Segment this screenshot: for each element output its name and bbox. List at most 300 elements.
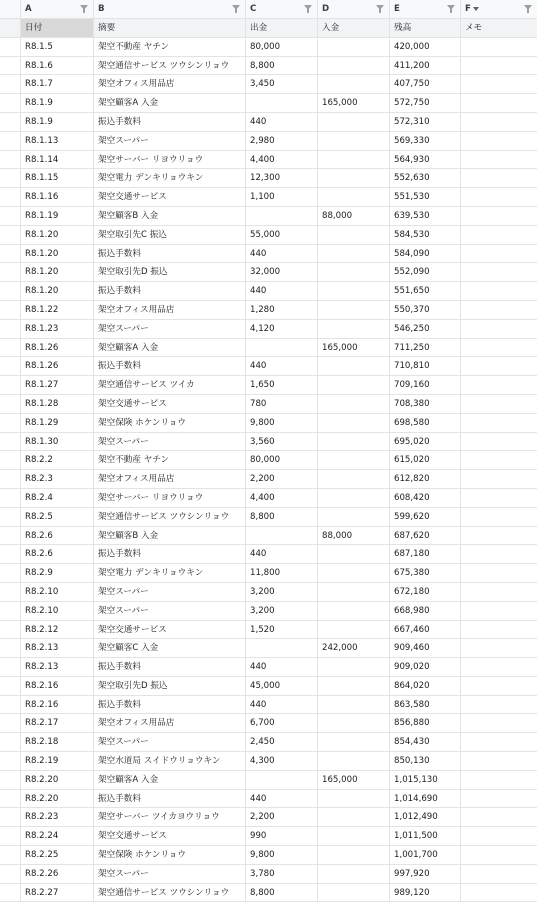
memo-cell[interactable] — [461, 771, 537, 789]
balance-cell[interactable]: 1,011,500 — [390, 827, 461, 845]
row-number-cell[interactable] — [0, 696, 21, 714]
balance-cell[interactable]: 546,250 — [390, 320, 461, 338]
in-cell[interactable] — [318, 188, 390, 206]
out-cell[interactable]: 4,400 — [246, 151, 318, 169]
summary-cell[interactable]: 架空オフィス用品店 — [94, 301, 246, 319]
in-cell[interactable] — [318, 263, 390, 281]
balance-cell[interactable]: 612,820 — [390, 470, 461, 488]
out-cell[interactable]: 3,560 — [246, 433, 318, 451]
date-cell[interactable]: R8.2.24 — [21, 827, 94, 845]
in-cell[interactable]: 165,000 — [318, 771, 390, 789]
row-number-cell[interactable] — [0, 282, 21, 300]
balance-cell[interactable]: 1,014,690 — [390, 790, 461, 808]
memo-cell[interactable] — [461, 188, 537, 206]
header-memo-cell[interactable]: メモ — [465, 23, 483, 33]
date-cell[interactable]: R8.2.16 — [21, 677, 94, 695]
date-cell[interactable]: R8.1.6 — [21, 57, 94, 75]
out-cell[interactable]: 4,300 — [246, 752, 318, 770]
balance-cell[interactable]: 599,620 — [390, 508, 461, 526]
out-cell[interactable]: 440 — [246, 113, 318, 131]
memo-cell[interactable] — [461, 752, 537, 770]
summary-cell[interactable]: 架空サーバー リヨウリョウ — [94, 151, 246, 169]
row-number-cell[interactable] — [0, 38, 21, 56]
balance-cell[interactable]: 672,180 — [390, 583, 461, 601]
in-cell[interactable] — [318, 696, 390, 714]
memo-cell[interactable] — [461, 808, 537, 826]
summary-cell[interactable]: 架空交通サービス — [94, 621, 246, 639]
balance-cell[interactable]: 708,380 — [390, 395, 461, 413]
date-cell[interactable]: R8.1.26 — [21, 339, 94, 357]
in-cell[interactable] — [318, 357, 390, 375]
summary-cell[interactable]: 架空オフィス用品店 — [94, 75, 246, 93]
summary-cell[interactable]: 振込手数料 — [94, 357, 246, 375]
out-cell[interactable]: 1,100 — [246, 188, 318, 206]
memo-cell[interactable] — [461, 677, 537, 695]
in-cell[interactable] — [318, 884, 390, 902]
memo-cell[interactable] — [461, 733, 537, 751]
row-number-cell[interactable] — [0, 19, 21, 37]
balance-cell[interactable]: 989,120 — [390, 884, 461, 902]
date-cell[interactable]: R8.1.9 — [21, 94, 94, 112]
memo-cell[interactable] — [461, 320, 537, 338]
in-cell[interactable] — [318, 169, 390, 187]
balance-cell[interactable]: 687,620 — [390, 527, 461, 545]
balance-cell[interactable]: 1,012,490 — [390, 808, 461, 826]
in-cell[interactable] — [318, 545, 390, 563]
date-cell[interactable]: R8.2.10 — [21, 583, 94, 601]
memo-cell[interactable] — [461, 602, 537, 620]
date-cell[interactable]: R8.2.16 — [21, 696, 94, 714]
filter-icon[interactable] — [80, 5, 88, 10]
date-cell[interactable]: R8.2.2 — [21, 451, 94, 469]
date-cell[interactable]: R8.2.12 — [21, 621, 94, 639]
summary-cell[interactable]: 架空通信サービス ツウシンリョウ — [94, 884, 246, 902]
in-cell[interactable] — [318, 320, 390, 338]
balance-cell[interactable]: 639,530 — [390, 207, 461, 225]
summary-cell[interactable]: 架空オフィス用品店 — [94, 714, 246, 732]
out-cell[interactable]: 4,120 — [246, 320, 318, 338]
out-cell[interactable]: 55,000 — [246, 226, 318, 244]
memo-cell[interactable] — [461, 489, 537, 507]
date-cell[interactable]: R8.2.6 — [21, 545, 94, 563]
summary-cell[interactable]: 架空顧客B 入金 — [94, 207, 246, 225]
in-cell[interactable]: 165,000 — [318, 94, 390, 112]
balance-cell[interactable]: 864,020 — [390, 677, 461, 695]
balance-cell[interactable]: 909,020 — [390, 658, 461, 676]
balance-cell[interactable]: 584,530 — [390, 226, 461, 244]
balance-cell[interactable]: 572,750 — [390, 94, 461, 112]
memo-cell[interactable] — [461, 207, 537, 225]
date-cell[interactable]: R8.1.26 — [21, 357, 94, 375]
out-cell[interactable] — [246, 527, 318, 545]
out-cell[interactable]: 80,000 — [246, 38, 318, 56]
summary-cell[interactable]: 架空保険 ホケンリョウ — [94, 414, 246, 432]
memo-cell[interactable] — [461, 658, 537, 676]
memo-cell[interactable] — [461, 451, 537, 469]
out-cell[interactable]: 1,280 — [246, 301, 318, 319]
summary-cell[interactable]: 架空顧客A 入金 — [94, 339, 246, 357]
column-header-c[interactable] — [246, 0, 318, 18]
date-cell[interactable]: R8.2.6 — [21, 527, 94, 545]
row-number-cell[interactable] — [0, 583, 21, 601]
summary-cell[interactable]: 振込手数料 — [94, 545, 246, 563]
summary-cell[interactable]: 振込手数料 — [94, 658, 246, 676]
date-cell[interactable]: R8.1.5 — [21, 38, 94, 56]
date-cell[interactable]: R8.2.3 — [21, 470, 94, 488]
row-number-cell[interactable] — [0, 808, 21, 826]
date-cell[interactable]: R8.2.10 — [21, 602, 94, 620]
row-number-cell[interactable] — [0, 602, 21, 620]
in-cell[interactable] — [318, 583, 390, 601]
balance-cell[interactable]: 584,090 — [390, 245, 461, 263]
in-cell[interactable] — [318, 57, 390, 75]
date-cell[interactable]: R8.1.20 — [21, 245, 94, 263]
row-number-cell[interactable] — [0, 414, 21, 432]
summary-cell[interactable]: 架空通信サービス ツウシンリョウ — [94, 508, 246, 526]
balance-cell[interactable]: 1,001,700 — [390, 846, 461, 864]
memo-cell[interactable] — [461, 414, 537, 432]
row-number-cell[interactable] — [0, 226, 21, 244]
date-cell[interactable]: R8.1.29 — [21, 414, 94, 432]
balance-cell[interactable]: 407,750 — [390, 75, 461, 93]
row-number-cell[interactable] — [0, 658, 21, 676]
memo-cell[interactable] — [461, 714, 537, 732]
out-cell[interactable] — [246, 771, 318, 789]
memo-cell[interactable] — [461, 169, 537, 187]
balance-cell[interactable]: 564,930 — [390, 151, 461, 169]
balance-cell[interactable]: 711,250 — [390, 339, 461, 357]
summary-cell[interactable]: 架空取引先C 振込 — [94, 226, 246, 244]
row-number-cell[interactable] — [0, 188, 21, 206]
out-cell[interactable]: 3,450 — [246, 75, 318, 93]
out-cell[interactable]: 990 — [246, 827, 318, 845]
balance-cell[interactable]: 695,020 — [390, 433, 461, 451]
date-cell[interactable]: R8.1.30 — [21, 433, 94, 451]
in-cell[interactable]: 88,000 — [318, 527, 390, 545]
out-cell[interactable]: 3,200 — [246, 602, 318, 620]
in-cell[interactable] — [318, 38, 390, 56]
filter-icon[interactable] — [524, 5, 532, 10]
in-cell[interactable]: 242,000 — [318, 639, 390, 657]
row-number-cell[interactable] — [0, 677, 21, 695]
in-cell[interactable] — [318, 790, 390, 808]
out-cell[interactable]: 2,450 — [246, 733, 318, 751]
filter-icon[interactable] — [304, 5, 312, 10]
summary-cell[interactable]: 架空通信サービス ツウシンリョウ — [94, 57, 246, 75]
out-cell[interactable]: 440 — [246, 545, 318, 563]
summary-cell[interactable]: 架空サーバー ツイカヨウリョウ — [94, 808, 246, 826]
in-cell[interactable] — [318, 658, 390, 676]
out-cell[interactable] — [246, 207, 318, 225]
date-cell[interactable]: R8.2.9 — [21, 564, 94, 582]
memo-cell[interactable] — [461, 282, 537, 300]
summary-cell[interactable]: 振込手数料 — [94, 696, 246, 714]
date-cell[interactable]: R8.1.22 — [21, 301, 94, 319]
out-cell[interactable]: 4,400 — [246, 489, 318, 507]
row-number-cell[interactable] — [0, 132, 21, 150]
memo-cell[interactable] — [461, 583, 537, 601]
balance-cell[interactable]: 698,580 — [390, 414, 461, 432]
date-cell[interactable]: R8.1.7 — [21, 75, 94, 93]
header-date-cell[interactable]: 日付 — [21, 19, 94, 37]
date-cell[interactable]: R8.2.17 — [21, 714, 94, 732]
in-cell[interactable] — [318, 75, 390, 93]
summary-cell[interactable]: 架空スーパー — [94, 733, 246, 751]
memo-cell[interactable] — [461, 865, 537, 883]
summary-cell[interactable]: 架空水道局 スイドウリョウキン — [94, 752, 246, 770]
row-number-cell[interactable] — [0, 320, 21, 338]
row-number-cell[interactable] — [0, 752, 21, 770]
in-cell[interactable] — [318, 752, 390, 770]
out-cell[interactable]: 32,000 — [246, 263, 318, 281]
row-number-cell[interactable] — [0, 433, 21, 451]
out-cell[interactable]: 8,800 — [246, 508, 318, 526]
date-cell[interactable]: R8.2.26 — [21, 865, 94, 883]
balance-cell[interactable]: 668,980 — [390, 602, 461, 620]
row-number-cell[interactable] — [0, 151, 21, 169]
in-cell[interactable] — [318, 808, 390, 826]
out-cell[interactable]: 2,980 — [246, 132, 318, 150]
in-cell[interactable]: 165,000 — [318, 339, 390, 357]
balance-cell[interactable]: 863,580 — [390, 696, 461, 714]
row-number-cell[interactable] — [0, 865, 21, 883]
date-cell[interactable]: R8.1.14 — [21, 151, 94, 169]
row-number-cell[interactable] — [0, 339, 21, 357]
memo-cell[interactable] — [461, 527, 537, 545]
in-cell[interactable] — [318, 226, 390, 244]
memo-cell[interactable] — [461, 357, 537, 375]
in-cell[interactable] — [318, 489, 390, 507]
header-balance-cell[interactable]: 残高 — [390, 19, 461, 37]
in-cell[interactable] — [318, 376, 390, 394]
date-cell[interactable]: R8.2.20 — [21, 790, 94, 808]
summary-cell[interactable]: 架空スーパー — [94, 320, 246, 338]
summary-cell[interactable]: 架空スーパー — [94, 132, 246, 150]
in-cell[interactable] — [318, 733, 390, 751]
date-cell[interactable]: R8.1.27 — [21, 376, 94, 394]
summary-cell[interactable]: 架空電力 デンキリョウキン — [94, 169, 246, 187]
filter-icon[interactable] — [232, 5, 240, 10]
balance-cell[interactable]: 667,460 — [390, 621, 461, 639]
out-cell[interactable]: 11,800 — [246, 564, 318, 582]
balance-cell[interactable]: 850,130 — [390, 752, 461, 770]
summary-cell[interactable]: 振込手数料 — [94, 245, 246, 263]
out-cell[interactable]: 9,800 — [246, 846, 318, 864]
row-number-cell[interactable] — [0, 489, 21, 507]
out-cell[interactable]: 3,200 — [246, 583, 318, 601]
in-cell[interactable] — [318, 301, 390, 319]
row-number-cell[interactable] — [0, 245, 21, 263]
in-cell[interactable] — [318, 245, 390, 263]
out-cell[interactable]: 8,800 — [246, 884, 318, 902]
row-number-cell[interactable] — [0, 884, 21, 902]
summary-cell[interactable]: 架空不動産 ヤチン — [94, 451, 246, 469]
row-number-cell[interactable] — [0, 301, 21, 319]
row-number-cell[interactable] — [0, 57, 21, 75]
summary-cell[interactable]: 架空顧客C 入金 — [94, 639, 246, 657]
row-number-cell[interactable] — [0, 527, 21, 545]
in-cell[interactable] — [318, 414, 390, 432]
date-cell[interactable]: R8.2.5 — [21, 508, 94, 526]
balance-cell[interactable]: 552,090 — [390, 263, 461, 281]
row-number-cell[interactable] — [0, 263, 21, 281]
row-number-cell[interactable] — [0, 113, 21, 131]
out-cell[interactable] — [246, 639, 318, 657]
date-cell[interactable]: R8.2.4 — [21, 489, 94, 507]
date-cell[interactable]: R8.2.23 — [21, 808, 94, 826]
row-number-cell[interactable] — [0, 395, 21, 413]
summary-cell[interactable]: 架空取引先D 振込 — [94, 263, 246, 281]
summary-cell[interactable]: 架空スーパー — [94, 865, 246, 883]
date-cell[interactable]: R8.2.25 — [21, 846, 94, 864]
balance-cell[interactable]: 909,460 — [390, 639, 461, 657]
balance-cell[interactable]: 551,650 — [390, 282, 461, 300]
out-cell[interactable]: 440 — [246, 357, 318, 375]
date-cell[interactable]: R8.2.18 — [21, 733, 94, 751]
memo-cell[interactable] — [461, 245, 537, 263]
memo-cell[interactable] — [461, 621, 537, 639]
in-cell[interactable] — [318, 827, 390, 845]
balance-cell[interactable]: 709,160 — [390, 376, 461, 394]
balance-cell[interactable]: 550,370 — [390, 301, 461, 319]
out-cell[interactable]: 1,650 — [246, 376, 318, 394]
dropdown-icon[interactable] — [473, 7, 479, 11]
summary-cell[interactable]: 架空顧客B 入金 — [94, 527, 246, 545]
row-number-cell[interactable] — [0, 169, 21, 187]
out-cell[interactable]: 1,520 — [246, 621, 318, 639]
row-number-cell[interactable] — [0, 376, 21, 394]
summary-cell[interactable]: 振込手数料 — [94, 282, 246, 300]
row-number-cell[interactable] — [0, 771, 21, 789]
out-cell[interactable]: 440 — [246, 245, 318, 263]
column-header-a[interactable] — [21, 0, 94, 18]
balance-cell[interactable]: 615,020 — [390, 451, 461, 469]
out-cell[interactable]: 780 — [246, 395, 318, 413]
balance-cell[interactable]: 420,000 — [390, 38, 461, 56]
balance-cell[interactable]: 411,200 — [390, 57, 461, 75]
row-number-cell[interactable] — [0, 357, 21, 375]
in-cell[interactable] — [318, 451, 390, 469]
memo-cell[interactable] — [461, 376, 537, 394]
out-cell[interactable]: 8,800 — [246, 57, 318, 75]
summary-cell[interactable]: 振込手数料 — [94, 113, 246, 131]
date-cell[interactable]: R8.1.16 — [21, 188, 94, 206]
out-cell[interactable]: 3,780 — [246, 865, 318, 883]
header-summary-cell[interactable]: 摘要 — [94, 19, 246, 37]
column-header-e[interactable] — [390, 0, 461, 18]
balance-cell[interactable]: 856,880 — [390, 714, 461, 732]
out-cell[interactable]: 440 — [246, 282, 318, 300]
balance-cell[interactable]: 997,920 — [390, 865, 461, 883]
in-cell[interactable] — [318, 865, 390, 883]
in-cell[interactable] — [318, 113, 390, 131]
memo-cell[interactable] — [461, 545, 537, 563]
summary-cell[interactable]: 架空取引先D 振込 — [94, 677, 246, 695]
date-cell[interactable]: R8.2.20 — [21, 771, 94, 789]
memo-cell[interactable] — [461, 395, 537, 413]
row-number-cell[interactable] — [0, 790, 21, 808]
summary-cell[interactable]: 架空オフィス用品店 — [94, 470, 246, 488]
memo-cell[interactable] — [461, 301, 537, 319]
memo-cell[interactable] — [461, 508, 537, 526]
summary-cell[interactable]: 架空通信サービス ツイカ — [94, 376, 246, 394]
summary-cell[interactable]: 架空スーパー — [94, 583, 246, 601]
memo-cell[interactable] — [461, 696, 537, 714]
date-cell[interactable]: R8.1.9 — [21, 113, 94, 131]
balance-cell[interactable]: 675,380 — [390, 564, 461, 582]
memo-cell[interactable] — [461, 132, 537, 150]
memo-cell[interactable] — [461, 433, 537, 451]
in-cell[interactable] — [318, 433, 390, 451]
date-cell[interactable]: R8.1.23 — [21, 320, 94, 338]
column-header-d[interactable] — [318, 0, 390, 18]
row-number-cell[interactable] — [0, 207, 21, 225]
row-number-cell[interactable] — [0, 545, 21, 563]
out-cell[interactable]: 9,800 — [246, 414, 318, 432]
memo-cell[interactable] — [461, 790, 537, 808]
in-cell[interactable] — [318, 564, 390, 582]
out-cell[interactable]: 45,000 — [246, 677, 318, 695]
header-in-cell[interactable]: 入金 — [318, 19, 390, 37]
row-number-cell[interactable] — [0, 733, 21, 751]
balance-cell[interactable]: 710,810 — [390, 357, 461, 375]
memo-cell[interactable] — [461, 846, 537, 864]
in-cell[interactable] — [318, 151, 390, 169]
balance-cell[interactable]: 687,180 — [390, 545, 461, 563]
out-cell[interactable]: 2,200 — [246, 808, 318, 826]
in-cell[interactable] — [318, 282, 390, 300]
in-cell[interactable] — [318, 470, 390, 488]
summary-cell[interactable]: 架空顧客A 入金 — [94, 771, 246, 789]
filter-icon[interactable] — [376, 5, 384, 10]
in-cell[interactable]: 88,000 — [318, 207, 390, 225]
balance-cell[interactable]: 1,015,130 — [390, 771, 461, 789]
row-number-cell[interactable] — [0, 75, 21, 93]
memo-cell[interactable] — [461, 339, 537, 357]
out-cell[interactable] — [246, 94, 318, 112]
memo-cell[interactable] — [461, 151, 537, 169]
summary-cell[interactable]: 振込手数料 — [94, 790, 246, 808]
summary-cell[interactable]: 架空スーパー — [94, 602, 246, 620]
summary-cell[interactable]: 架空交通サービス — [94, 827, 246, 845]
corner-cell[interactable] — [0, 0, 21, 18]
date-cell[interactable]: R8.1.19 — [21, 207, 94, 225]
header-out-cell[interactable]: 出金 — [246, 19, 318, 37]
date-cell[interactable]: R8.1.20 — [21, 263, 94, 281]
date-cell[interactable]: R8.1.13 — [21, 132, 94, 150]
in-cell[interactable] — [318, 714, 390, 732]
out-cell[interactable] — [246, 339, 318, 357]
row-number-cell[interactable] — [0, 470, 21, 488]
out-cell[interactable]: 6,700 — [246, 714, 318, 732]
summary-cell[interactable]: 架空保険 ホケンリョウ — [94, 846, 246, 864]
balance-cell[interactable]: 572,310 — [390, 113, 461, 131]
summary-cell[interactable]: 架空交通サービス — [94, 188, 246, 206]
in-cell[interactable] — [318, 508, 390, 526]
memo-cell[interactable] — [461, 639, 537, 657]
date-cell[interactable]: R8.2.13 — [21, 639, 94, 657]
balance-cell[interactable]: 608,420 — [390, 489, 461, 507]
memo-cell[interactable] — [461, 38, 537, 56]
summary-cell[interactable]: 架空交通サービス — [94, 395, 246, 413]
memo-cell[interactable] — [461, 827, 537, 845]
out-cell[interactable]: 80,000 — [246, 451, 318, 469]
memo-cell[interactable] — [461, 263, 537, 281]
summary-cell[interactable]: 架空不動産 ヤチン — [94, 38, 246, 56]
row-number-cell[interactable] — [0, 451, 21, 469]
row-number-cell[interactable] — [0, 564, 21, 582]
row-number-cell[interactable] — [0, 714, 21, 732]
